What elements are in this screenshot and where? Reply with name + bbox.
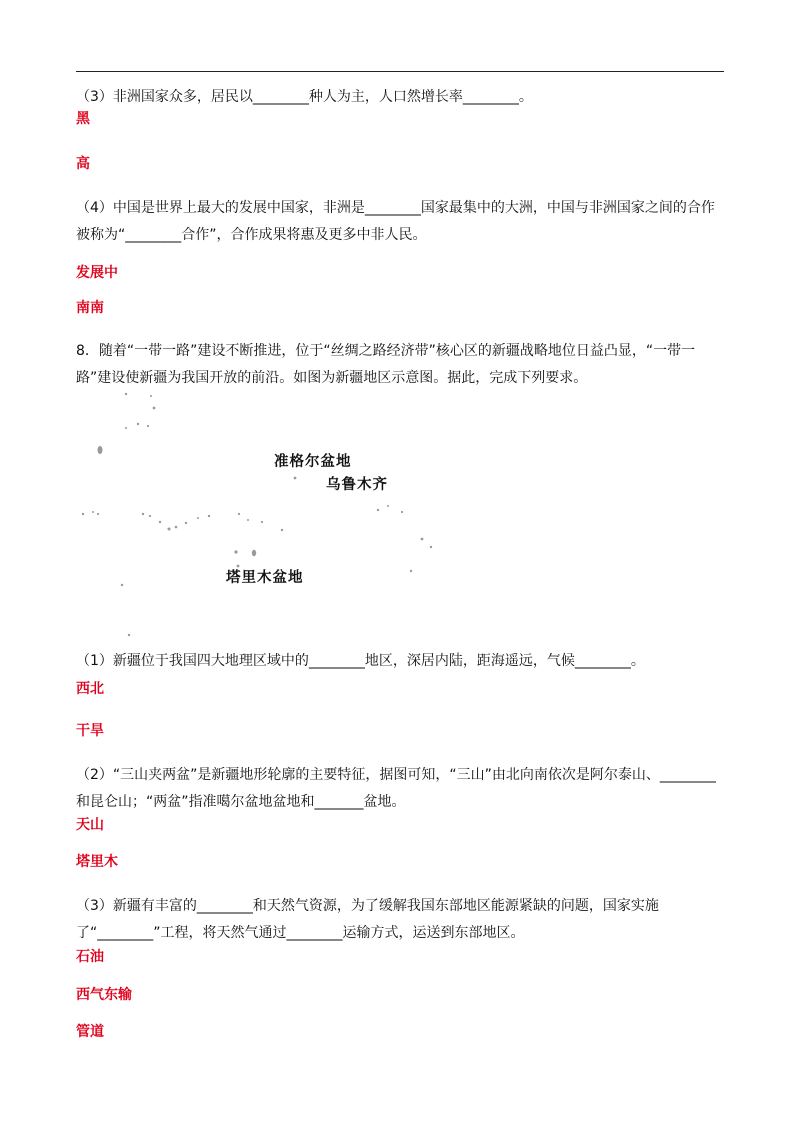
question-africa-3: （3）非洲国家众多，居民以________种人为主，人口然增长率________。 <box>76 89 533 105</box>
answer-northwest: 西北 <box>76 681 104 697</box>
answer-developing: 发展中 <box>76 265 118 281</box>
label-junggar-basin: 准格尔盆地 <box>274 453 352 470</box>
header-rule <box>76 71 724 72</box>
label-tarim-basin: 塔里木盆地 <box>226 569 304 586</box>
answer-west-east: 西气东输 <box>76 987 132 1003</box>
question-africa-4: （4）中国是世界上最大的发展中国家，非洲是________国家最集中的大洲，中国与非洲国家之间的合作被称为“________合作”，合作成果将惠及更多中非人民。 <box>76 200 715 243</box>
answer-black: 黑 <box>76 111 90 127</box>
question-xinjiang-2: （2）“三山夹两盆”是新疆地形轮廓的主要特征，据图可知，“三山”由北向南依次是阿尔泰山、________和昆仑山；“两盆”指准噶尔盆地盆地和_______盆地。 <box>76 767 716 810</box>
answer-arid: 干旱 <box>76 723 104 739</box>
answer-oil: 石油 <box>76 949 104 965</box>
label-urumqi: 乌鲁木齐 <box>326 476 388 493</box>
map-speckles <box>76 388 436 643</box>
question-xinjiang-3: （3）新疆有丰富的________和天然气资源，为了缓解我国东部地区能源紧缺的问题，国家实施了“________”工程，将天然气通过________运输方式，运送到东部地区。 <box>76 898 659 941</box>
question-8-intro: 8．随着“一带一路”建设不断推进，位于“丝绸之路经济带”核心区的新疆战略地位日益凸显，“一带一路”建设使新疆为我国开放的前沿。如图为新疆地区示意图。据此，完成下列要求。 <box>76 343 696 386</box>
xinjiang-map <box>76 388 436 643</box>
answer-high: 高 <box>76 156 90 172</box>
answer-tianshan: 天山 <box>76 817 104 833</box>
answer-pipeline: 管道 <box>76 1024 104 1040</box>
question-xinjiang-1: （1）新疆位于我国四大地理区域中的________地区，深居内陆，距海遥远，气候________。 <box>76 653 645 669</box>
answer-south-south: 南南 <box>76 300 104 316</box>
answer-tarim: 塔里木 <box>76 854 118 870</box>
